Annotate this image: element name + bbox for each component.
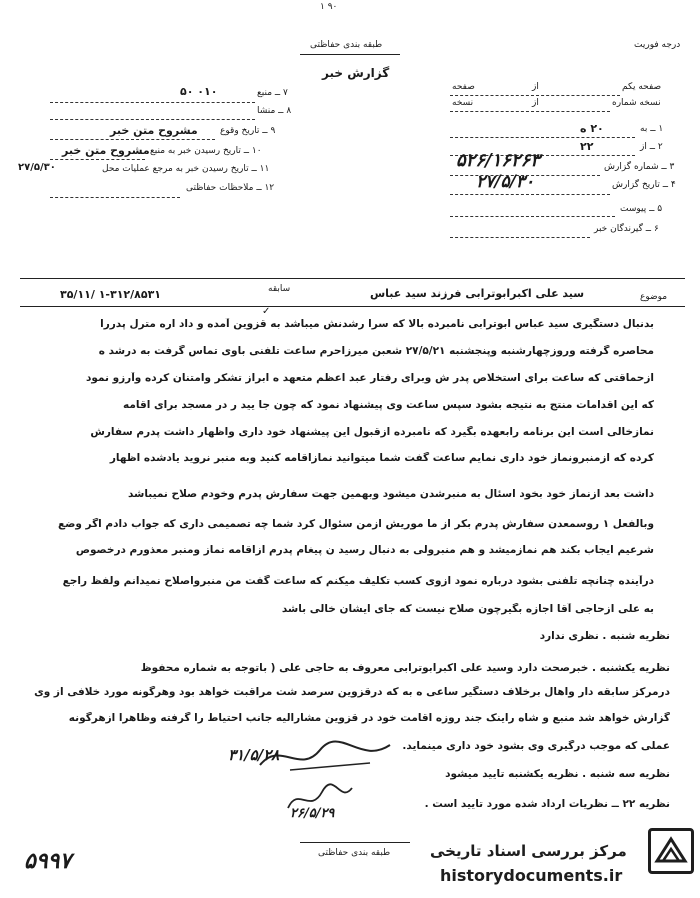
page-unit: صفحه: [452, 82, 475, 92]
archive-logo-icon: [648, 828, 694, 874]
subject-label: موضوع: [640, 292, 668, 302]
reference-label: سابقه: [268, 284, 291, 294]
event-date-label: ۹ ــ تاریخ وقوع: [220, 126, 276, 136]
top-marks: ۹۰ ۱: [320, 2, 338, 12]
page-label: صفحه یکم: [622, 82, 662, 92]
opinion-line: عملی که موجب درگیری وی بشود خود داری مینماید.: [402, 740, 670, 752]
body-line: وبالفعل ۱ روسمعدن سفارش پدرم بکر از ما موریش ازمن سئوال کرد شما چه تصمیمی داری که جواب دادم اگر وضع: [58, 518, 654, 530]
report-title: گزارش خبر: [322, 66, 390, 80]
origin-label: ۸ ــ منشا: [257, 106, 292, 116]
recipients-label: ۶ ــ گیرندگان خبر: [594, 224, 659, 234]
source-received-value: مشروح متن خبر: [62, 144, 150, 157]
classification-bottom: طبقه بندی حفاظتی: [318, 848, 391, 858]
body-line: نمازخالی است این برنامه رابعهده بگیرد که نامبرده ازقبول این پیشنهاد خود داری واظهار داشت پدرم سفارش: [90, 426, 654, 438]
from-value: ۲۲: [580, 140, 594, 153]
body-line: به علی ازحاجی آقا اجازه بگیرچون صلاح نیست که جای ایشان خالی باشد: [281, 603, 654, 615]
copy-label: نسخه شماره: [612, 98, 661, 108]
page-of: از: [532, 82, 539, 92]
ops-received-value: ۲۷/۵/۳۰: [18, 162, 56, 173]
security-notes-label: ۱۲ ــ ملاحظات حفاظتی: [186, 183, 275, 193]
signature-1-date: ۳۱/۵/۲۸: [228, 746, 280, 764]
report-date-label: ۴ ــ تاریخ گزارش: [612, 180, 676, 190]
source-value: ۰۱۰ ۵۰: [180, 85, 218, 98]
watermark-title: مرکز بررسی اسناد تاریخی: [430, 842, 627, 860]
source-label: ۷ ــ منبع: [257, 88, 288, 98]
body-line: درآینده چنانچه تلفنی بشود درباره نمود ازوی کسب تکلیف میکنم که ساعت گفت من منبرواصلاح نمیدانم ولفظ راجع: [62, 575, 654, 587]
urgency-label: درجه فوریت: [634, 40, 681, 50]
opinion-line: نظریه سه شنبه . نظریه یکشنبه تایید میشود: [445, 768, 670, 780]
body-line: که این اقدامات منتج به نتیجه بشود سپس ساعت وی پیشنهاد نمود که چون جا یید ر در مسجد برای اقامه: [123, 399, 654, 411]
page-number: ۵۹۹۷: [24, 848, 72, 874]
body-line: ازحماقتی که ساعت برای استخلاص پدر ش وبرای رفتار عبد اعظم متعهد ه ابراز تشکر وامتنان کرده وآرزو نمود: [85, 372, 654, 384]
report-number-value: ۵۲۶/۱۶۲۶۳: [456, 150, 540, 171]
opinion-line: گزارش خواهد شد منبع و شاه راینک جند روزه اقامت خود در قزوین مشارالیه جانب احتیاط را گرفته وظاهرا ازهرگونه: [68, 712, 670, 724]
opinion-line: نظریه یکشنبه . خبرصحت دارد وسید علی اکبرابوترابی معروف به حاجی علی ( باتوجه به شماره محفوظ: [140, 662, 670, 674]
body-line: کرده که ازمنبرونماز خود داری نمایم ساعت گفت شما میتوانید نمازاقامه کنید وبه منبر نروید یادشده اظهار: [109, 452, 654, 464]
copy-of: از: [532, 98, 539, 108]
from-label: ۲ ــ از: [640, 142, 663, 152]
body-line: داشت بعد ازنماز خود بخود اسئال به منبرشدن میشود وبهمین جهت سفارش پدرم وخودم صلاح نمیباشد: [127, 488, 654, 500]
opinion-line: درمرکز سابقه دار واهال برخلاف دستگیر ساعی ه به که درقزوین سرصد شت مراقبت خواهد بود وهرگونه مورد خلافی از وی: [34, 686, 670, 698]
classification-top: طبقه بندی حفاظتی: [310, 40, 383, 50]
reference-number: ۳۵/۱۱/ ۱-۳۱۲/۸۵۳۱: [60, 288, 162, 301]
body-line: بدنبال دستگیری سید عباس ابوترابی نامبرده بالا که سرا رشدنش میباشد به قزوین آمده و داد اره مترل پدررا: [100, 318, 654, 330]
opinion-line: نظریه ۲۲ ــ نظریات ارداد شده مورد تایید است .: [424, 798, 670, 810]
initials-mark: ✓: [262, 306, 271, 317]
report-number-label: ۳ ــ شماره گزارش: [604, 162, 675, 172]
to-value: ۲۰ ه: [580, 122, 604, 135]
watermark-url: historydocuments.ir: [440, 866, 623, 885]
signature-2-date: ۲۶/۵/۲۹: [290, 806, 335, 821]
opinion-line: نظریه شنبه . نظری ندارد: [539, 630, 670, 642]
to-label: ۱ ــ به: [640, 124, 664, 134]
event-date-value: مشروح متن خبر: [110, 124, 198, 137]
subject-text: سید علی اکبرابوترابی فرزند سید عباس: [370, 287, 585, 300]
body-line: محاصره گرفته وروزچهارشنبه وپنجشنبه ۲۷/۵/۲۱ شعبن میرزاحرم ساعت تلفنی باوی تماس گرفت به درشد ه: [98, 345, 654, 357]
attachment-label: ۵ ــ پیوست: [620, 204, 663, 214]
source-received-label: ۱۰ ــ تاریخ رسیدن خبر به منبع: [150, 146, 262, 156]
body-line: شرعیم ایجاب بکند هم نمازمیشد و هم منبرولی به دنبال رسید ن پیغام پدرم ازاقامه نماز ومنبر معذورم درخصوص: [75, 544, 654, 556]
ops-received-label: ۱۱ ــ تاریخ رسیدن خبر به مرجع عملیات محل: [102, 164, 270, 174]
report-date-value: ۲۷/۵/۳۰: [476, 172, 535, 192]
copy-unit: نسخه: [452, 98, 474, 108]
